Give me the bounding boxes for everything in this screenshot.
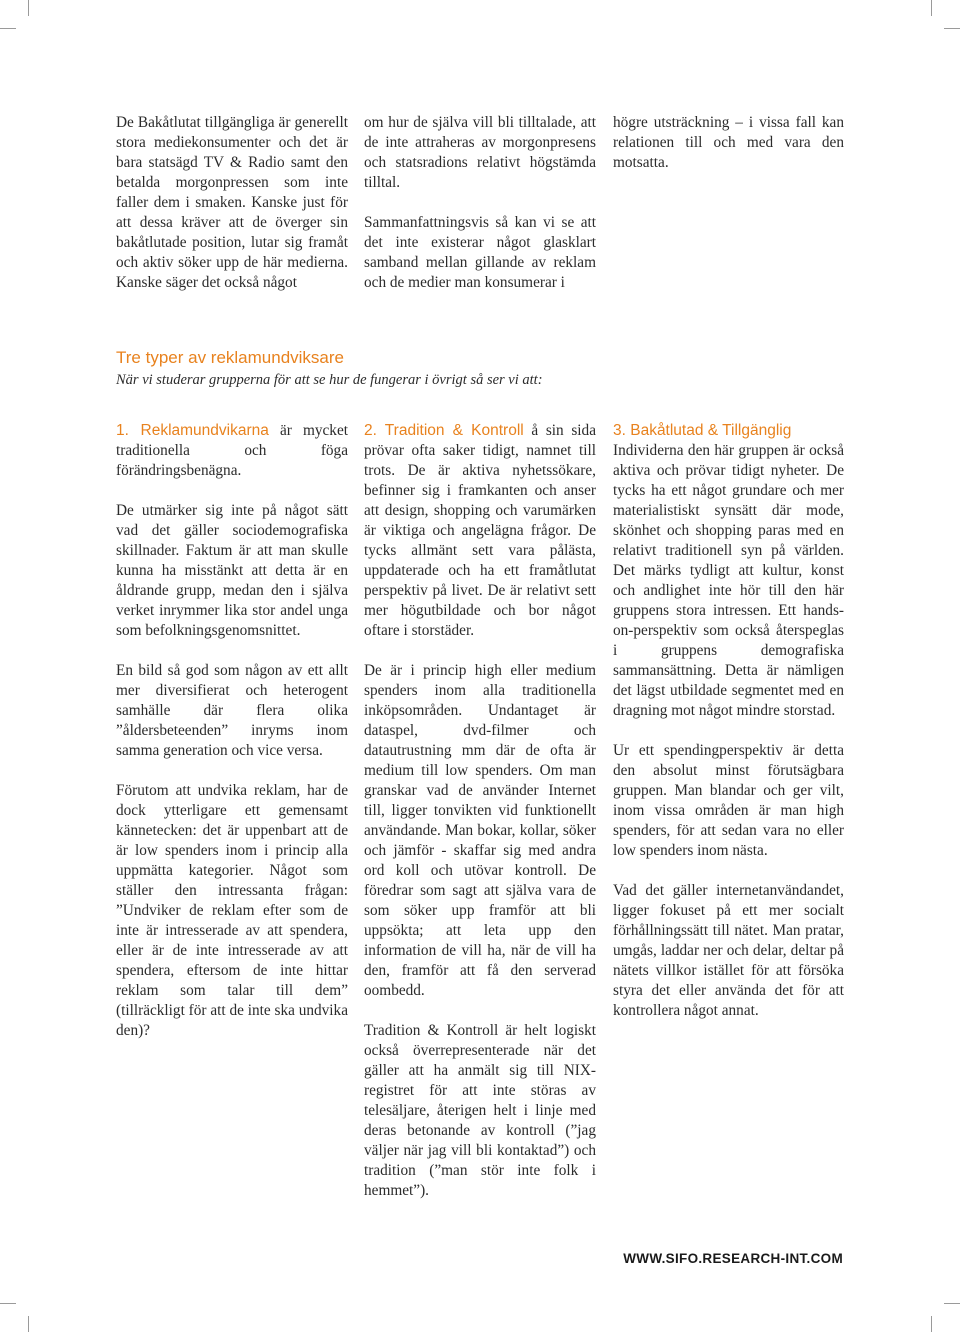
group-1-intro [116, 421, 348, 481]
section-subheading: När vi studerar grupperna för att se hur de fungerar i övrigt så ser vi att: [116, 372, 543, 388]
top-column-3 [613, 113, 844, 173]
group-3-paragraph-1: Ur ett spendingperspektiv är detta den absolut minst förutsägbara gruppen. Man blandar och ger vilt, inom vissa områden är man high spenders, för att sedan vara no eller low spenders inom nästa. [613, 742, 844, 859]
group-3-lead: Individerna den här gruppen är också aktiva och prövar tidigt nyheter. De tycks ha ett något grundare och mer materialistiskt synsätt där mode, skönhet och shopping paras med en relativt traditionell syn på världen. Det märks tydligt att kultur, konst och andlighet inte hör till den här gruppens stora intressen. Ett hands-on-perspektiv som också återspeglas i gruppens demografiska sammansättning. Detta är nämligen det lägst utbildade segmentet med en dragning mot något mindre storstad. [613, 442, 844, 719]
group-3-paragraph-2: Vad det gäller internetanvändandet, ligger fokuset på ett mer socialt förhållningssätt till nätet. Man pratar, umgås, laddar ner och delar, deltar på nätets villkor istället för att försöka styra det eller använda det för att kontrollera något annat. [613, 882, 844, 1019]
group-1-lead: är mycket traditionella och föga förändringsbenägna. [116, 422, 348, 479]
group-2-paragraph-2: Tradition & Kontroll är helt logiskt också överrepresenterade när det gäller att ha anmält sig till NIX-registret för att inte störas av telesäljare, återigen helt i linje med deras betonande av kontroll (”jag väljer när jag vill bli kontaktad”) och tradition (”man stör inte folk i hemmet”). [364, 1022, 596, 1199]
group-3-column [613, 421, 844, 1021]
group-2-column [364, 421, 596, 1201]
group-2-paragraph-1: De är i princip high eller medium spenders inom alla traditionella inköpsområden. Undantaget är dataspel, dvd-filmer och datautrustning mm där de ofta är medium till low spenders. Om man granskar vad de använder Internet till, ligger tonvikten vid funktionellt användande. Man bokar, kollar, söker och jämför - skaffar sig med andra ord koll och utövar kontroll. De föredrar som sagt att själva vara de som söker upp framför att bli uppsökta; att leta upp den information de vill ha, när de vill ha den, framför att få den serverad oombedd. [364, 662, 596, 999]
crop-mark-top-left-h [0, 28, 16, 29]
group-1-column [116, 421, 348, 1041]
top-col2-paragraph-1: om hur de själva vill bli tilltalade, att de inte attraheras av morgonpresens och statsradions relativt högstämda tilltal. [364, 114, 596, 191]
group-2-intro [364, 421, 596, 641]
crop-mark-top-left-v [28, 0, 29, 16]
crop-mark-top-right-h [944, 28, 960, 29]
top-col3-paragraph: högre utsträckning – i vissa fall kan relationen till och med vara den motsatta. [613, 114, 844, 171]
group-2-lead: å sin sida prövar ofta saker tidigt, namnet till trots. De är aktiva nyhetssökare, befinner sig i framkanten och anser att design, shopping och varumärken är viktiga och angelägna frågor. De tycks allmänt sett vara pålästa, uppdaterade och ha ett framåtlutat perspektiv på livet. De är relativt sett mer högutbildade och bor något oftare i storstäder. [364, 422, 596, 639]
footer-url: WWW.SIFO.RESEARCH-INT.COM [623, 1251, 843, 1266]
crop-mark-top-right-v [931, 0, 932, 16]
top-col2-paragraph-2: Sammanfattningsvis så kan vi se att det inte existerar något glasklart samband mellan gillande av reklam och de medier man konsumerar i [364, 214, 596, 291]
crop-mark-bottom-right-v [931, 1316, 932, 1332]
crop-mark-bottom-left-v [28, 1316, 29, 1332]
top-column-1 [116, 113, 348, 293]
group-3-title: 3. Bakåtlutad & Tillgänglig [613, 422, 792, 439]
group-3-intro [613, 421, 844, 721]
group-2-title: 2. Tradition & Kontroll [364, 422, 524, 439]
crop-mark-bottom-left-h [0, 1303, 16, 1304]
group-1-paragraph-3: Förutom att undvika reklam, har de dock ytterligare ett gemensamt kännetecken: det är uppenbart att de är low spenders inom i princip alla uppmätta kategorier. Något som ställer den intressanta frågan: ”Undviker de reklam efter som de inte är intresserade av att spendera, eller är de inte intresserade av att spendera, eftersom de inte hittar reklam som talar till dem” (tillräckligt för att de inte ska undvika den)? [116, 782, 348, 1039]
crop-mark-bottom-right-h [944, 1303, 960, 1304]
top-column-2 [364, 113, 596, 293]
section-heading: Tre typer av reklamundviksare [116, 348, 345, 367]
top-col1-paragraph: De Bakåtlutat tillgängliga är generellt stora mediekonsumenter och det är bara statsägd TV & Radio samt den betalda morgonpressen som inte faller dem i smaken. Kanske just för att dessa kräver att de överger sin bakåtlutade position, lutar sig framåt och aktiv söker upp de här medierna. Kanske säger det också något [116, 114, 348, 291]
group-1-paragraph-1: De utmärker sig inte på något sätt vad det gäller sociodemografiska skillnader. Faktum är att man skulle kunna ha misstänkt att detta är en åldrande grupp, medan den i själva verket inrymmer lika stor andel unga som befolkningsgenomsnittet. [116, 502, 348, 639]
group-1-title: 1. Reklamundvikarna [116, 422, 269, 439]
group-1-paragraph-2: En bild så god som någon av ett allt mer diversifierat och heterogent samhälle där flera olika ”åldersbeteenden” inryms inom samma generation och vice versa. [116, 662, 348, 759]
